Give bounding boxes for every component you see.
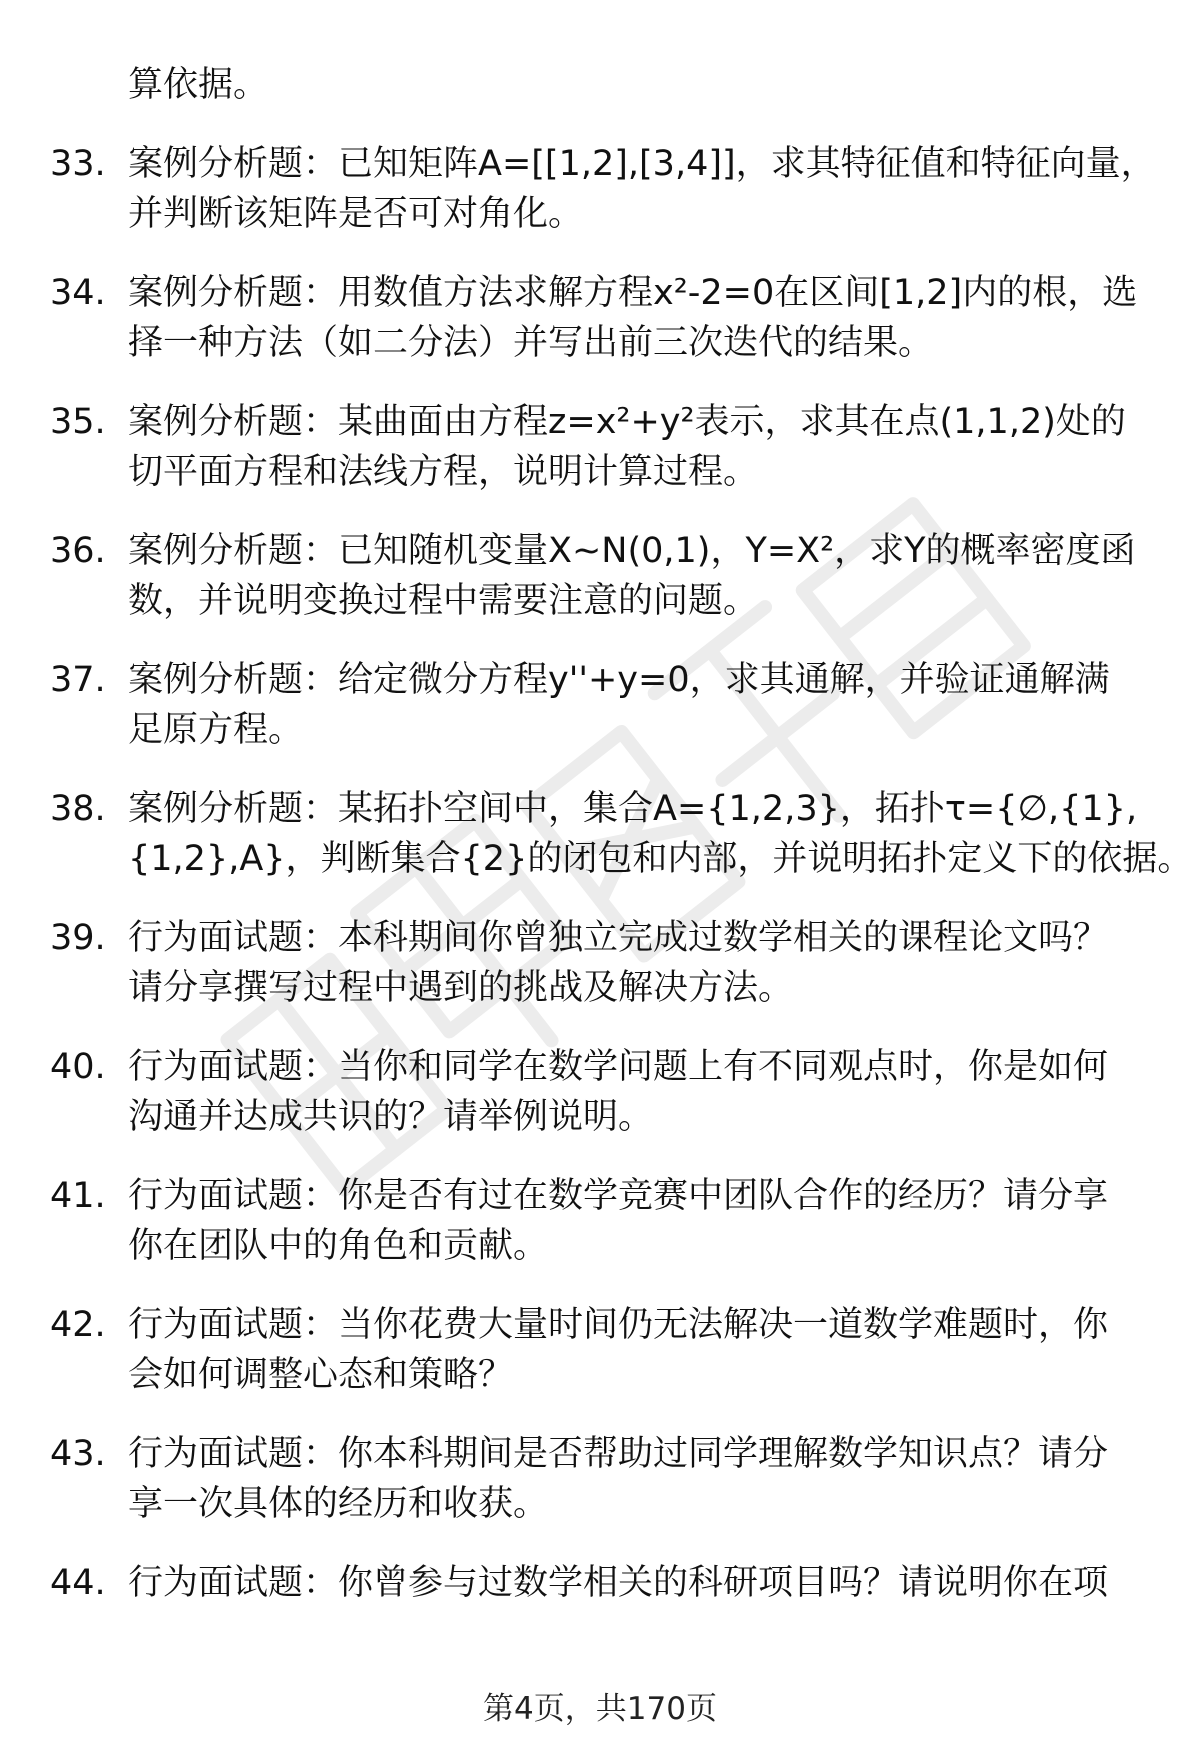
question-text xyxy=(128,1042,1160,1142)
question-text-line: 行为面试题：你本科期间是否帮助过同学理解数学知识点？请分 xyxy=(128,1434,1109,1474)
question-text-line: 行为面试题：当你花费大量时间仍无法解决一道数学难题时，你 xyxy=(128,1305,1109,1345)
question-text-line: 请分享撰写过程中遇到的挑战及解决方法。 xyxy=(128,968,794,1008)
question-text xyxy=(128,1429,1160,1529)
question-number: 34. xyxy=(50,273,106,313)
question-item xyxy=(50,655,1160,755)
page-footer: 第4页，共170页 xyxy=(483,1691,717,1727)
question-text xyxy=(128,397,1160,497)
question-text-line: 案例分析题：给定微分方程y''+y=0，求其通解，并验证通解满 xyxy=(128,660,1110,700)
question-text-line: 沟通并达成共识的？请举例说明。 xyxy=(128,1097,654,1137)
question-text xyxy=(128,655,1160,755)
question-text-line: {1,2},A}，判断集合{2}的闭包和内部，并说明拓扑定义下的依据。 xyxy=(128,839,1193,879)
question-number: 37. xyxy=(50,660,106,700)
question-number: 42. xyxy=(50,1305,106,1345)
question-text xyxy=(128,268,1160,368)
question-text-line: 行为面试题：你曾参与过数学相关的科研项目吗？请说明你在项 xyxy=(128,1563,1109,1603)
question-text-line: 并判断该矩阵是否可对角化。 xyxy=(128,194,584,234)
question-number: 40. xyxy=(50,1047,106,1087)
question-item xyxy=(50,1558,1160,1608)
question-text-line: 案例分析题：用数值方法求解方程x²-2=0在区间[1,2]内的根，选 xyxy=(128,273,1138,313)
question-text-line: 你在团队中的角色和贡献。 xyxy=(128,1226,549,1266)
question-number: 44. xyxy=(50,1563,106,1603)
question-number: 39. xyxy=(50,918,106,958)
question-text-line: 数，并说明变换过程中需要注意的问题。 xyxy=(128,581,759,621)
question-text-line: 行为面试题：你是否有过在数学竞赛中团队合作的经历？请分享 xyxy=(128,1176,1109,1216)
question-text xyxy=(128,784,1192,884)
question-text-line: 案例分析题：已知矩阵A=[[1,2],[3,4]]，求其特征值和特征向量， xyxy=(128,144,1156,184)
question-number: 35. xyxy=(50,402,106,442)
question-item xyxy=(50,913,1160,1013)
question-text-line: 行为面试题：本科期间你曾独立完成过数学相关的课程论文吗？ xyxy=(128,918,1109,958)
question-item xyxy=(50,1429,1160,1529)
question-text xyxy=(128,1558,1160,1608)
question-item xyxy=(50,1042,1160,1142)
question-text-line: 案例分析题：某拓扑空间中，集合A={1,2,3}，拓扑τ={∅,{1}, xyxy=(128,789,1138,829)
question-text-line: 行为面试题：当你和同学在数学问题上有不同观点时，你是如何 xyxy=(128,1047,1109,1087)
question-item xyxy=(50,526,1160,626)
question-number: 33. xyxy=(50,144,106,184)
question-number: 43. xyxy=(50,1434,106,1474)
question-text-line: 案例分析题：某曲面由方程z=x²+y²表示，求其在点(1,1,2)处的 xyxy=(128,402,1126,442)
question-number: 38. xyxy=(50,789,106,829)
question-text xyxy=(128,526,1160,626)
question-item xyxy=(50,139,1160,239)
question-list xyxy=(50,60,1193,1637)
question-text xyxy=(128,139,1160,239)
question-text-line: 择一种方法（如二分法）并写出前三次迭代的结果。 xyxy=(128,323,934,363)
question-item xyxy=(50,784,1193,884)
question-number: 41. xyxy=(50,1176,106,1216)
question-text xyxy=(128,1300,1160,1400)
question-text-line: 案例分析题：已知随机变量X~N(0,1)，Y=X²，求Y的概率密度函 xyxy=(128,531,1136,571)
question-item xyxy=(50,1171,1160,1271)
question-number: 36. xyxy=(50,531,106,571)
question-item xyxy=(50,268,1160,368)
question-text xyxy=(128,1171,1160,1271)
question-text-line: 足原方程。 xyxy=(128,710,304,750)
intro-line: 算依据。 xyxy=(128,65,269,105)
question-item xyxy=(50,1300,1160,1400)
question-text xyxy=(128,913,1160,1013)
question-text-line: 切平面方程和法线方程，说明计算过程。 xyxy=(128,452,759,492)
question-text-line: 享一次具体的经历和收获。 xyxy=(128,1484,549,1524)
question-item xyxy=(50,397,1160,497)
question-text-line: 会如何调整心态和策略？ xyxy=(128,1355,514,1395)
